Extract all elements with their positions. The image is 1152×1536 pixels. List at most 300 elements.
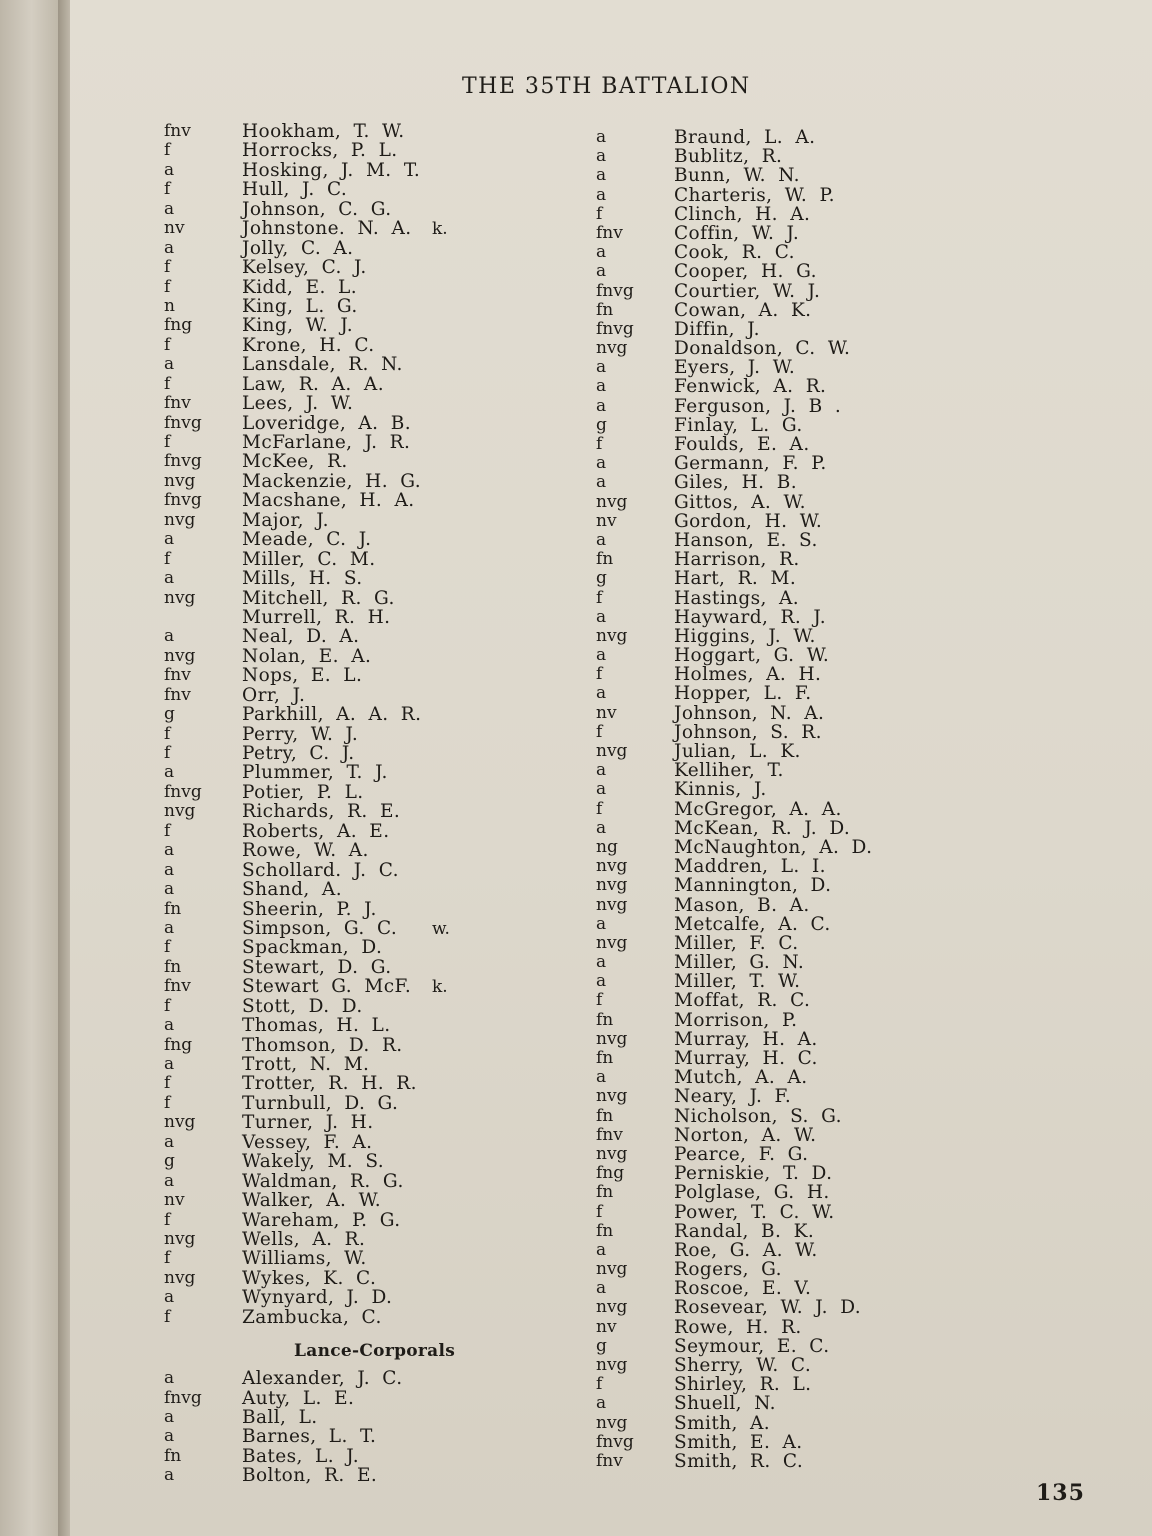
service-code: a xyxy=(164,568,175,589)
roll-entry xyxy=(596,205,996,224)
service-code: g xyxy=(596,1335,607,1356)
soldier-name: Turnbull, D. G. xyxy=(242,1092,399,1114)
soldier-name: Macshane, H. A. xyxy=(242,490,415,512)
soldier-name: Randal, B. K. xyxy=(674,1220,815,1242)
soldier-name: Miller, C. M. xyxy=(242,548,376,570)
roll-entry xyxy=(596,1356,996,1375)
roll-entry xyxy=(164,122,544,141)
roll-entry xyxy=(164,725,544,744)
service-code: f xyxy=(164,1306,171,1327)
soldier-name: Smith, E. A. xyxy=(674,1431,803,1453)
service-code: fnv xyxy=(164,976,191,997)
roll-entry xyxy=(164,705,544,724)
soldier-name: Stott, D. D. xyxy=(242,995,363,1017)
soldier-name: Neal, D. A. xyxy=(242,626,360,648)
roll-entry xyxy=(164,219,544,238)
soldier-name: Roberts, A. E. xyxy=(242,820,390,842)
service-code: nvg xyxy=(596,741,628,761)
roll-entry xyxy=(164,1408,544,1427)
service-code: nvg xyxy=(164,587,196,608)
service-code: nvg xyxy=(164,801,196,822)
service-code: nvg xyxy=(596,1086,628,1107)
service-code: fnvg xyxy=(596,318,634,339)
service-code: nv xyxy=(596,510,617,531)
service-code: nvg xyxy=(164,1228,196,1249)
roll-entry xyxy=(596,972,996,991)
roll-entry xyxy=(164,919,544,938)
service-code: nvg xyxy=(164,470,196,491)
soldier-name: Hosking, J. M. T. xyxy=(242,159,421,181)
service-code: nvg xyxy=(164,1112,196,1133)
roll-entry xyxy=(164,375,544,394)
roll-entry xyxy=(164,589,544,608)
casualty-note: w. xyxy=(432,918,450,939)
soldier-name: Schollard. J. C. xyxy=(242,859,399,881)
service-code: nv xyxy=(164,1190,185,1211)
roll-entry xyxy=(596,761,996,780)
soldier-name: Simpson, G. C. xyxy=(242,917,398,939)
soldier-name: Richards, R. E. xyxy=(242,801,401,823)
service-code: a xyxy=(596,472,607,493)
roll-entry xyxy=(164,414,544,433)
soldier-name: Kelliher, T. xyxy=(674,760,784,782)
roll-entry xyxy=(596,953,996,972)
roll-entry xyxy=(596,224,996,243)
soldier-name: Hookham, T. W. xyxy=(242,121,405,142)
soldier-name: Perniskie, T. D. xyxy=(674,1163,833,1185)
roll-entry xyxy=(596,627,996,646)
soldier-name: Perry, W. J. xyxy=(242,723,359,745)
roll-entry xyxy=(164,1094,544,1113)
service-code: fnv xyxy=(164,665,191,686)
soldier-name: Bublitz, R. xyxy=(674,146,783,168)
service-code: nvg xyxy=(596,932,628,953)
soldier-name: King, W. J. xyxy=(242,315,354,337)
section-heading: Lance-Corporals xyxy=(294,1341,456,1362)
service-code: f xyxy=(164,334,171,355)
soldier-name: Wareham, P. G. xyxy=(242,1209,401,1231)
service-code: f xyxy=(596,587,603,608)
roll-entry xyxy=(164,394,544,413)
roll-entry xyxy=(596,301,996,320)
service-code: a xyxy=(596,606,607,627)
roll-entry xyxy=(164,744,544,763)
roll-entry xyxy=(164,1466,544,1485)
soldier-name: Norton, A. W. xyxy=(674,1124,817,1146)
roll-entry xyxy=(164,530,544,549)
roll-entry xyxy=(164,1230,544,1249)
roll-entry xyxy=(596,1279,996,1298)
roll-entry xyxy=(596,1337,996,1356)
roll-entry xyxy=(596,358,996,377)
soldier-name: Loveridge, A. B. xyxy=(242,412,411,434)
soldier-name: Turner, J. H. xyxy=(242,1112,374,1134)
service-code: nvg xyxy=(596,1028,628,1049)
roll-entry xyxy=(164,1074,544,1093)
service-code: a xyxy=(164,1170,175,1191)
roll-entry xyxy=(596,1183,996,1202)
service-code: fnv xyxy=(164,393,191,414)
soldier-name: Wynyard, J. D. xyxy=(242,1287,393,1309)
soldier-name: Ball, L. xyxy=(242,1407,318,1428)
soldier-name: Barnes, L. T. xyxy=(242,1426,377,1448)
soldier-name: Murrell, R. H. xyxy=(242,606,391,628)
soldier-name: McKean, R. J. D. xyxy=(674,817,851,839)
service-code: f xyxy=(596,721,603,742)
soldier-name: Major, J. xyxy=(242,509,329,531)
service-code: fnvg xyxy=(164,451,202,472)
roll-entry xyxy=(164,1427,544,1446)
roll-entry xyxy=(164,316,544,335)
roll-entry xyxy=(164,1172,544,1191)
soldier-name: Wykes, K. C. xyxy=(242,1267,377,1289)
right-roll-column xyxy=(596,128,996,1471)
service-code: a xyxy=(596,1239,607,1260)
roll-entry xyxy=(164,1152,544,1171)
soldier-name: Roe, G. A. W. xyxy=(674,1239,818,1261)
roll-entry xyxy=(164,608,544,627)
soldier-name: Stewart, D. G. xyxy=(242,956,392,978)
service-code: a xyxy=(164,237,175,258)
soldier-name: Mackenzie, H. G. xyxy=(242,470,422,492)
roll-entry xyxy=(596,608,996,627)
soldier-name: Hull, J. C. xyxy=(242,179,348,201)
roll-entry xyxy=(596,397,996,416)
service-code: a xyxy=(164,1015,175,1036)
soldier-name: Braund, L. A. xyxy=(674,127,816,148)
roll-entry xyxy=(596,339,996,358)
soldier-name: Lees, J. W. xyxy=(242,393,354,415)
soldier-name: Zambucka, C. xyxy=(242,1306,382,1328)
left-roll-column xyxy=(164,122,544,1486)
soldier-name: Giles, H. B. xyxy=(674,472,797,494)
service-code: a xyxy=(596,1067,607,1088)
roll-entry xyxy=(164,433,544,452)
roll-entry xyxy=(596,377,996,396)
service-code: f xyxy=(596,990,603,1011)
service-code: a xyxy=(596,261,607,282)
service-code: a xyxy=(596,357,607,378)
soldier-name: Moffat, R. C. xyxy=(674,990,811,1012)
roll-entry xyxy=(164,647,544,666)
service-code: fn xyxy=(164,956,182,977)
service-code: fn xyxy=(596,299,614,320)
service-code: f xyxy=(164,995,171,1016)
roll-entry xyxy=(596,1030,996,1049)
soldier-name: Auty, L. E. xyxy=(242,1387,355,1409)
soldier-name: Hopper, L. F. xyxy=(674,683,812,705)
roll-entry xyxy=(596,262,996,281)
service-code: f xyxy=(164,1209,171,1230)
service-code: f xyxy=(596,1201,603,1222)
soldier-name: Parkhill, A. A. R. xyxy=(242,704,422,726)
roll-entry xyxy=(596,857,996,876)
roll-entry xyxy=(164,336,544,355)
roll-entry xyxy=(164,1036,544,1055)
soldier-name: Stewart G. McF. xyxy=(242,976,412,998)
service-code: fn xyxy=(596,1048,614,1068)
soldier-name: Walker, A. W. xyxy=(242,1190,382,1212)
service-code: fng xyxy=(164,315,193,336)
service-code: f xyxy=(164,257,171,278)
roll-entry xyxy=(164,841,544,860)
service-code: a xyxy=(596,529,607,550)
service-code: a xyxy=(164,840,175,861)
soldier-name: Holmes, A. H. xyxy=(674,664,822,686)
soldier-name: Potier, P. L. xyxy=(242,781,364,803)
service-code: nvg xyxy=(164,509,196,530)
service-code: g xyxy=(164,1151,175,1172)
roll-entry xyxy=(596,1414,996,1433)
soldier-name: Higgins, J. W. xyxy=(674,625,816,647)
roll-entry xyxy=(596,320,996,339)
service-code: f xyxy=(164,276,171,297)
soldier-name: Kidd, E. L. xyxy=(242,276,358,298)
service-code: fng xyxy=(164,1034,193,1055)
soldier-name: Coffin, W. J. xyxy=(674,222,800,244)
roll-entry xyxy=(164,180,544,199)
soldier-name: Shirley, R. L. xyxy=(674,1374,812,1396)
soldier-name: Maddren, L. I. xyxy=(674,856,826,878)
soldier-name: Roscoe, E. V. xyxy=(674,1278,812,1300)
soldier-name: Hanson, E. S. xyxy=(674,529,818,551)
service-code: nv xyxy=(596,1316,617,1337)
roll-entry xyxy=(596,128,996,147)
service-code: f xyxy=(164,723,171,744)
service-code: a xyxy=(596,1278,607,1299)
roll-entry xyxy=(164,550,544,569)
service-code: f xyxy=(164,1248,171,1269)
roll-entry xyxy=(164,511,544,530)
service-code: nvg xyxy=(596,338,628,359)
service-code: fnv xyxy=(596,1450,623,1471)
soldier-name: Rogers, G. xyxy=(674,1259,782,1281)
soldier-name: Vessey, F. A. xyxy=(242,1131,373,1153)
roll-entry xyxy=(596,1222,996,1241)
roll-entry xyxy=(596,896,996,915)
service-code: nvg xyxy=(596,856,628,877)
service-code: nvg xyxy=(596,625,628,646)
service-code: nvg xyxy=(596,1143,628,1164)
roll-entry xyxy=(164,161,544,180)
roll-entry xyxy=(164,763,544,782)
roll-entry xyxy=(164,569,544,588)
soldier-name: Fenwick, A. R. xyxy=(674,376,827,398)
soldier-name: Gittos, A. W. xyxy=(674,491,806,513)
soldier-name: Hastings, A. xyxy=(674,587,800,609)
service-code: fnvg xyxy=(164,1387,202,1408)
service-code: a xyxy=(596,971,607,992)
service-code: a xyxy=(596,184,607,205)
service-code: fnvg xyxy=(164,412,202,433)
roll-entry xyxy=(164,1389,544,1408)
soldier-name: Mills, H. S. xyxy=(242,568,363,590)
soldier-name: Charteris, W. P. xyxy=(674,184,835,206)
lance-corporals-list xyxy=(164,1369,544,1486)
service-code: f xyxy=(596,203,603,224)
casualty-note: k. xyxy=(432,977,448,998)
soldier-name: McKee, R. xyxy=(242,451,348,473)
soldier-name: Miller, G. N. xyxy=(674,952,805,974)
service-code: fn xyxy=(164,898,182,919)
service-code: a xyxy=(164,529,175,550)
soldier-name: King, L. G. xyxy=(242,295,358,317)
soldier-name: Rosevear, W. J. D. xyxy=(674,1297,862,1319)
soldier-name: Kinnis, J. xyxy=(674,779,767,801)
service-code: nvg xyxy=(596,1412,628,1433)
roll-entry xyxy=(596,550,996,569)
roll-entry xyxy=(596,569,996,588)
service-code: fnv xyxy=(164,684,191,705)
soldier-name: Gordon, H. W. xyxy=(674,510,823,532)
roll-entry xyxy=(596,1452,996,1471)
soldier-name: Nolan, E. A. xyxy=(242,645,372,667)
roll-entry xyxy=(596,1394,996,1413)
roll-entry xyxy=(596,1375,996,1394)
service-code: n xyxy=(164,295,175,316)
roll-entry xyxy=(164,1133,544,1152)
service-code: fn xyxy=(596,549,614,570)
soldier-name: Sheerin, P. J. xyxy=(242,898,377,920)
roll-entry xyxy=(596,991,996,1010)
service-code: f xyxy=(596,434,603,454)
soldier-name: Power, T. C. W. xyxy=(674,1201,835,1223)
service-code: g xyxy=(596,414,607,435)
soldier-name: Shuell, N. xyxy=(674,1393,776,1415)
roll-entry xyxy=(596,1164,996,1183)
roll-entry xyxy=(596,1107,996,1126)
service-code: fng xyxy=(596,1163,625,1184)
soldier-name: Neary, J. F. xyxy=(674,1086,792,1108)
soldier-name: Morrison, P. xyxy=(674,1009,798,1031)
soldier-name: Meade, C. J. xyxy=(242,529,372,551)
service-code: a xyxy=(164,1368,175,1389)
soldier-name: Miller, F. C. xyxy=(674,932,799,954)
roll-entry xyxy=(596,646,996,665)
roll-entry xyxy=(164,802,544,821)
soldier-name: Kelsey, C. J. xyxy=(242,257,367,279)
service-code: a xyxy=(164,159,175,180)
roll-entry xyxy=(596,1126,996,1145)
roll-entry xyxy=(164,1211,544,1230)
soldier-name: Hart, R. M. xyxy=(674,568,797,590)
roll-entry xyxy=(164,297,544,316)
service-code: a xyxy=(596,1393,607,1414)
service-code: ng xyxy=(596,836,618,857)
service-code: f xyxy=(164,937,171,958)
right-entry-list xyxy=(596,128,996,1471)
service-code: a xyxy=(596,242,607,263)
soldier-name: Bates, L. J. xyxy=(242,1445,359,1467)
service-code: f xyxy=(164,432,171,452)
soldier-name: Foulds, E. A. xyxy=(674,434,810,455)
service-code: f xyxy=(596,798,603,819)
roll-entry xyxy=(596,435,996,454)
soldier-name: Sherry, W. C. xyxy=(674,1355,812,1376)
service-code: a xyxy=(596,913,607,934)
service-code: fn xyxy=(596,1105,614,1126)
roll-entry xyxy=(596,915,996,934)
service-code: a xyxy=(164,879,175,900)
service-code: f xyxy=(164,743,171,763)
roll-entry xyxy=(164,258,544,277)
service-code: fnvg xyxy=(164,781,202,802)
soldier-name: Ferguson, J. B . xyxy=(674,395,842,417)
soldier-name: Trotter, R. H. R. xyxy=(242,1073,417,1095)
service-code: nvg xyxy=(596,1355,628,1375)
service-code: nvg xyxy=(596,875,628,896)
roll-entry xyxy=(164,278,544,297)
page-number: 135 xyxy=(1036,1480,1085,1506)
soldier-name: Clinch, H. A. xyxy=(674,203,811,225)
soldier-name: Smith, R. C. xyxy=(674,1450,804,1472)
service-code: a xyxy=(596,952,607,973)
roll-entry xyxy=(164,880,544,899)
roll-entry xyxy=(596,1011,996,1030)
service-code: nvg xyxy=(164,1267,196,1288)
soldier-name: Hayward, R. J. xyxy=(674,606,827,628)
soldier-name: Hoggart, G. W. xyxy=(674,645,830,667)
service-code: fnv xyxy=(596,222,623,243)
soldier-name: Johnson, C. G. xyxy=(242,198,392,220)
soldier-name: Johnstone. N. A. xyxy=(242,218,412,240)
roll-entry xyxy=(596,473,996,492)
roll-entry xyxy=(596,819,996,838)
service-code: f xyxy=(596,664,603,685)
soldier-name: Cook, R. C. xyxy=(674,242,795,264)
roll-entry xyxy=(596,282,996,301)
roll-entry xyxy=(596,838,996,857)
service-code: fnv xyxy=(596,1124,623,1145)
roll-entry xyxy=(596,1298,996,1317)
roll-entry xyxy=(596,665,996,684)
roll-entry xyxy=(596,1087,996,1106)
roll-entry xyxy=(164,1113,544,1132)
service-code: a xyxy=(596,683,607,704)
soldier-name: Harrison, R. xyxy=(674,549,800,571)
service-code: a xyxy=(596,146,607,167)
roll-entry xyxy=(164,200,544,219)
roll-entry xyxy=(596,147,996,166)
service-code: fn xyxy=(596,1220,614,1241)
roll-entry xyxy=(596,1241,996,1260)
soldier-name: Smith, A. xyxy=(674,1412,771,1434)
soldier-name: Eyers, J. W. xyxy=(674,357,796,379)
roll-entry xyxy=(164,239,544,258)
roll-entry xyxy=(164,1447,544,1466)
service-code: f xyxy=(596,1374,603,1395)
soldier-name: Wakely, M. S. xyxy=(242,1151,385,1173)
service-code: a xyxy=(596,645,607,666)
roll-entry xyxy=(596,531,996,550)
roll-entry xyxy=(596,684,996,703)
roll-entry xyxy=(596,1260,996,1279)
service-code: f xyxy=(164,179,171,200)
service-code: a xyxy=(164,1131,175,1152)
roll-entry xyxy=(596,416,996,435)
service-code: a xyxy=(164,626,175,647)
roll-entry xyxy=(596,454,996,473)
roll-entry xyxy=(164,822,544,841)
roll-entry xyxy=(596,1318,996,1337)
soldier-name: Williams, W. xyxy=(242,1248,367,1270)
service-code: a xyxy=(164,762,175,783)
soldier-name: Metcalfe, A. C. xyxy=(674,913,831,935)
service-code: a xyxy=(164,1465,175,1486)
roll-entry xyxy=(596,1145,996,1164)
soldier-name: Horrocks, P. L. xyxy=(242,140,398,162)
roll-entry xyxy=(164,938,544,957)
